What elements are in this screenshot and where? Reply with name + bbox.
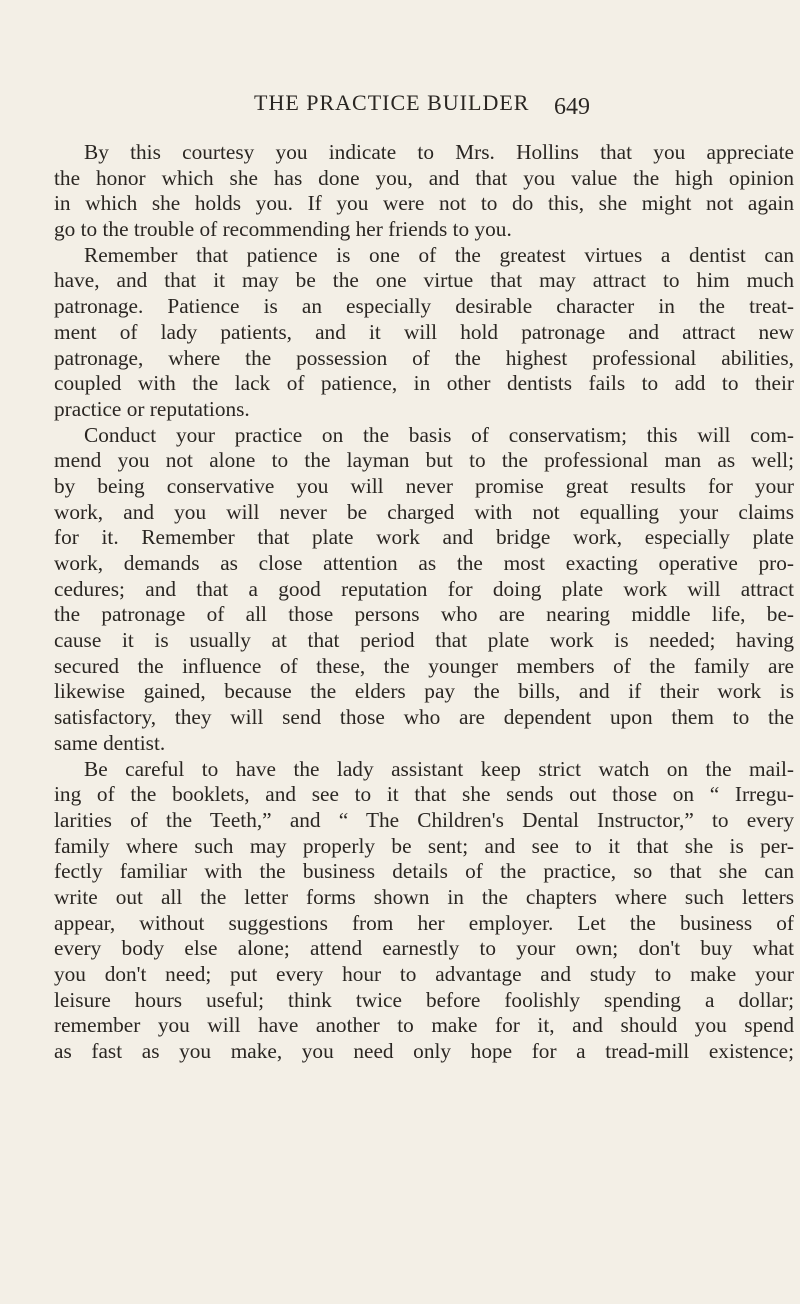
text-line: Be careful to have the lady assistant keep strict watch on the mail- (84, 756, 794, 781)
text-line: cedures; and that a good reputation for doing plate work will attract (54, 576, 794, 601)
text-line: in which she holds you. If you were not to do this, she might not again (54, 191, 794, 216)
text-line: same dentist. (54, 730, 166, 755)
text-line: have, and that it may be the one virtue that may attract to him much (54, 268, 794, 293)
text-line: Remember that patience is one of the greatest virtues a dentist can (84, 242, 794, 267)
text-line: leisure hours useful; think twice before foolishly spending a dollar; (54, 987, 794, 1012)
text-line: Conduct your practice on the basis of conservatism; this will com- (84, 422, 794, 447)
text-line: as fast as you make, you need only hope for a tread-mill existence; (54, 1039, 794, 1064)
text-line: go to the trouble of recommending her friends to you. (54, 217, 512, 242)
text-line: family where such may properly be sent; and see to it that she is per- (54, 833, 794, 858)
text-line: remember you will have another to make for it, and should you spend (54, 1013, 794, 1038)
text-line: work, demands as close attention as the most exacting operative pro- (54, 551, 794, 575)
page-number: 649 (554, 94, 590, 120)
text-line: cause it is usually at that period that plate work is needed; having (54, 628, 794, 653)
text-line: satisfactory, they will send those who are dependent upon them to the (54, 705, 794, 730)
text-line: every body else alone; attend earnestly to your own; don't buy what (54, 936, 794, 961)
text-line: appear, without suggestions from her employer. Let the business of (54, 910, 794, 935)
text-line: likewise gained, because the elders pay the bills, and if their work is (54, 679, 794, 704)
text-line: the honor which she has done you, and that you value the high opinion (54, 165, 794, 190)
text-line: patronage, where the possession of the highest professional abilities, (54, 345, 794, 370)
text-line: ing of the booklets, and see to it that she sends out those on “ Irregu- (54, 782, 794, 807)
text-line: the patronage of all those persons who are nearing middle life, be- (54, 602, 794, 627)
text-line: coupled with the lack of patience, in other dentists fails to add to their (54, 371, 794, 396)
text-line: work, and you will never be charged with not equalling your claims (54, 499, 794, 524)
text-line: you don't need; put every hour to advantage and study to make your (54, 962, 794, 986)
text-line: write out all the letter forms shown in the chapters where such letters (54, 884, 794, 909)
text-line: patronage. Patience is an especially desirable character in the treat- (54, 294, 794, 319)
text-line: fectly familiar with the business details of the practice, so that she can (54, 859, 794, 884)
text-line: By this courtesy you indicate to Mrs. Hollins that you appreciate (84, 140, 794, 164)
text-line: by being conservative you will never promise great results for your (54, 473, 794, 498)
running-head: THE PRACTICE BUILDER (254, 90, 530, 115)
text-line: secured the influence of these, the younger members of the family are (54, 653, 794, 678)
body-text (54, 140, 794, 1065)
text-line: larities of the Teeth,” and “ The Children's Dental Instructor,” to every (54, 807, 794, 832)
text-line: for it. Remember that plate work and bridge work, especially plate (54, 525, 794, 550)
text-line: ment of lady patients, and it will hold patronage and attract new (54, 319, 794, 344)
page-header (54, 86, 794, 122)
text-line: mend you not alone to the layman but to the professional man as well; (54, 448, 794, 473)
text-line: practice or reputations. (54, 396, 250, 421)
